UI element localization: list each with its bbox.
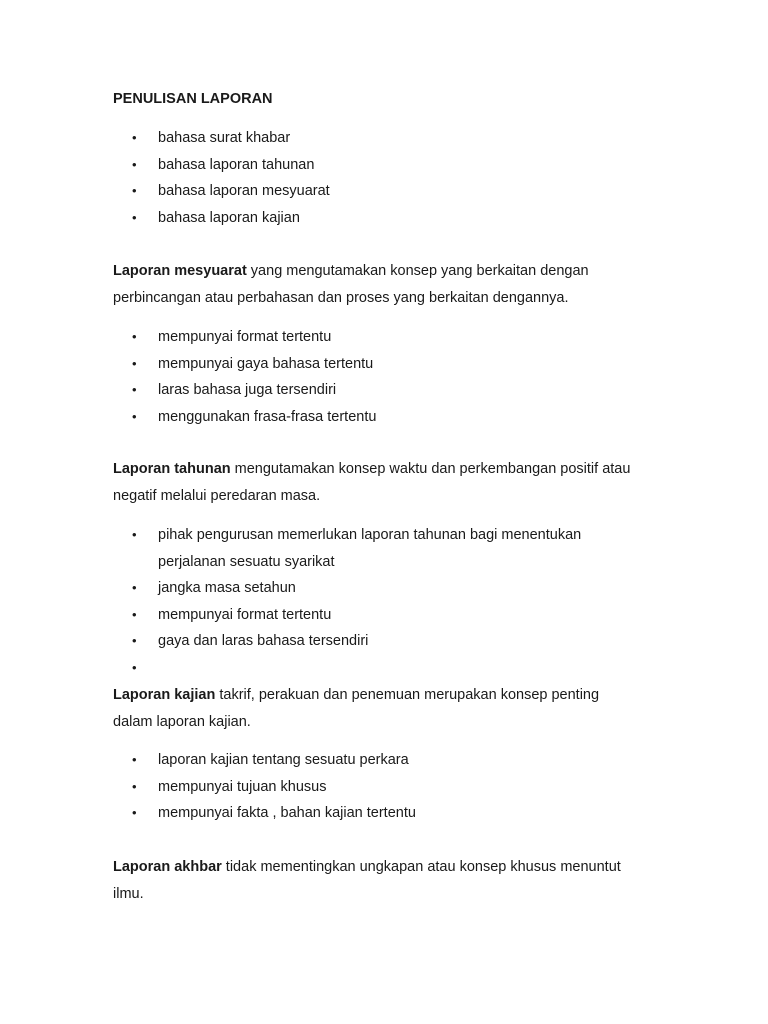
list-item xyxy=(113,125,330,152)
list-item-text: bahasa laporan kajian xyxy=(158,209,300,226)
bullet-icon: • xyxy=(132,633,137,649)
tahunan-term: Laporan tahunan xyxy=(113,461,231,477)
tahunan-list xyxy=(113,522,581,682)
list-item xyxy=(113,774,416,801)
kajian-text-line1: takrif, perakuan dan penemuan merupakan konsep penting xyxy=(215,687,600,703)
list-item-text: bahasa laporan tahunan xyxy=(158,156,315,173)
bullet-icon: • xyxy=(132,408,137,424)
kajian-list xyxy=(113,747,416,827)
mesyuarat-text-line2: perbincangan atau perbahasan dan proses yang berkaitan dengannya. xyxy=(113,289,569,306)
kajian-paragraph xyxy=(113,682,599,735)
bullet-icon: • xyxy=(132,156,137,172)
bullet-icon: • xyxy=(132,355,137,371)
kajian-term: Laporan kajian xyxy=(113,687,216,703)
bullet-icon: • xyxy=(132,527,137,542)
list-item-text: bahasa laporan mesyuarat xyxy=(158,183,330,200)
tahunan-text-line1: mengutamakan konsep waktu dan perkembangan positif atau xyxy=(230,461,631,477)
list-item xyxy=(113,575,581,602)
list-item-text: laras bahasa juga tersendiri xyxy=(158,382,337,399)
list-item-text: mempunyai fakta , bahan kajian tertentu xyxy=(158,805,416,822)
bullet-icon: • xyxy=(132,752,137,767)
list-item xyxy=(113,377,376,404)
list-item xyxy=(113,747,416,774)
list-item xyxy=(113,152,330,179)
mesyuarat-list xyxy=(113,324,376,430)
list-item-text: jangka masa setahun xyxy=(158,580,296,597)
list-item-text: pihak pengurusan memerlukan laporan tahunan bagi menentukan xyxy=(158,527,582,543)
mesyuarat-term: Laporan mesyuarat xyxy=(113,263,247,279)
bullet-icon: • xyxy=(132,183,137,199)
list-item-empty xyxy=(113,655,581,682)
list-item-text: laporan kajian tentang sesuatu perkara xyxy=(158,752,409,768)
list-item xyxy=(113,205,330,232)
bullet-icon: • xyxy=(132,209,137,225)
list-item xyxy=(113,324,376,351)
list-item xyxy=(113,351,376,378)
bullet-icon: • xyxy=(132,580,137,596)
list-item xyxy=(113,602,581,629)
list-item xyxy=(113,178,330,205)
mesyuarat-paragraph xyxy=(113,258,589,311)
list-item xyxy=(113,522,581,575)
list-item xyxy=(113,628,581,655)
list-item-text: bahasa surat khabar xyxy=(158,130,291,146)
kajian-text-line2: dalam laporan kajian. xyxy=(113,713,251,730)
bullet-icon: • xyxy=(132,606,137,622)
akhbar-text-line2: ilmu. xyxy=(113,885,144,902)
bullet-icon: • xyxy=(132,130,137,145)
akhbar-paragraph xyxy=(113,854,621,907)
list-item-text: mempunyai gaya bahasa tertentu xyxy=(158,355,374,372)
tahunan-paragraph xyxy=(113,456,630,509)
bullet-icon: • xyxy=(132,805,137,821)
akhbar-text-line1: tidak mementingkan ungkapan atau konsep khusus menuntut xyxy=(221,859,621,875)
list-item-text: mempunyai format tertentu xyxy=(158,606,332,623)
list-item xyxy=(113,404,376,431)
tahunan-text-line2: negatif melalui peredaran masa. xyxy=(113,487,321,504)
bullet-icon: • xyxy=(132,659,137,675)
bullet-icon: • xyxy=(132,329,137,344)
list-item-text: mempunyai tujuan khusus xyxy=(158,778,327,795)
list-item-text: menggunakan frasa-frasa tertentu xyxy=(158,408,377,425)
bullet-icon: • xyxy=(132,382,137,398)
list-item xyxy=(113,800,416,827)
list-item-text-continued: perjalanan sesuatu syarikat xyxy=(158,553,335,570)
page-title: PENULISAN LAPORAN xyxy=(113,91,273,107)
akhbar-term: Laporan akhbar xyxy=(113,859,222,875)
bullet-icon: • xyxy=(132,778,137,794)
list-item-text: gaya dan laras bahasa tersendiri xyxy=(158,633,369,650)
intro-list xyxy=(113,125,330,231)
list-item-text: mempunyai format tertentu xyxy=(158,329,332,345)
mesyuarat-text-line1: yang mengutamakan konsep yang berkaitan dengan xyxy=(246,263,589,279)
